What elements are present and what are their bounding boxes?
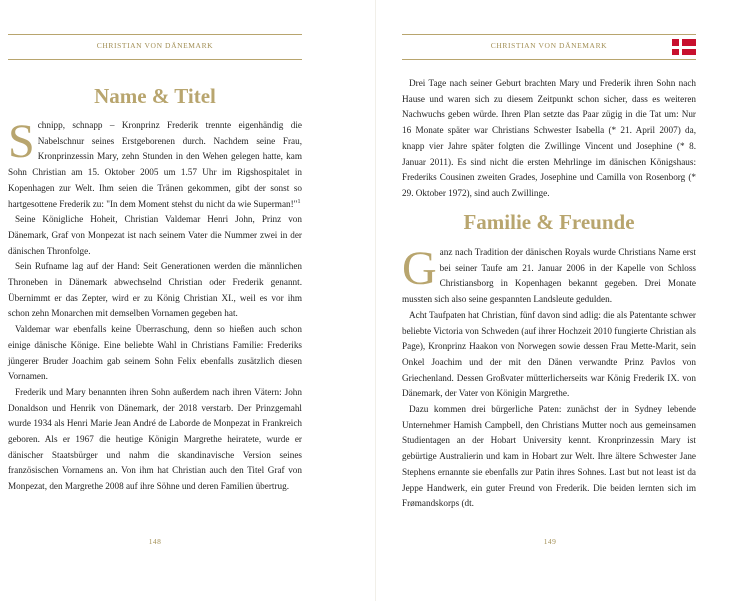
running-header — [8, 34, 302, 60]
paragraph: Sein Rufname lag auf der Hand: Seit Generationen werden die männlichen Throneben in Dänemark abwechselnd Christian oder Frederik genannt. Übernimmt er das Zepter, wird er zu König Christian XI., weil es vor ihm schon zehn Monarchen mit demselben Vornamen gegeben hat. — [8, 261, 302, 319]
page-number: 149 — [543, 537, 557, 546]
body-text — [402, 242, 696, 512]
running-head-text: CHRISTIAN VON DÄNEMARK — [96, 41, 214, 50]
paragraph: Dazu kommen drei bürgerliche Paten: zunächst der in Sydney lebende Unternehmer Hamish Campbell, den Christians Mutter noch aus gemeinsamen Studientagen an der Hobart University kennt. Kronprinzessin Mary ist gebürtige Australierin und kam in Hobart zur Welt. Ihre ältere Schwester Jane Stephens ernannte sie ebenfalls zur Patin ihres Sohnes. Last but not least ist da Jeppe Handwerk, ein guter Freund von Frederik. Die beiden lernten sich im Frømandskorps (dt. — [402, 404, 696, 509]
footnote-mark: 1 — [297, 198, 301, 205]
drop-cap: G — [402, 242, 437, 295]
paragraph: Frederik und Mary benannten ihren Sohn außerdem nach ihren Vätern: John Donaldson und Henrik von Dänemark, der 2018 verstarb. Der Prinzgemahl wurde 1934 als Henri Marie Jean André de Laborde de Monpezat in Frankreich geboren. Als er 1967 die heutige Königin Margrethe heiratete, wurde er dänischer Staatsbürger und nahm die skandinavische Version seines französischen Vornamens an. Von ihm hat Christian auch den Titel Graf von Monpezat, den Margrethe 2008 auf ihre Söhne und deren Familien übertrug. — [8, 386, 302, 492]
drop-cap: S — [8, 115, 35, 168]
paragraph: Valdemar war ebenfalls keine Überraschung, denn so hießen auch schon einige dänische Könige. Eine beliebte Wahl in Christians Familie: Frederiks jüngerer Bruder Joachim gab seinem Sohn Felix ebenfalls zusätzlich diesen Vornamen. — [8, 324, 302, 382]
right-page — [376, 0, 752, 601]
page-number: 148 — [148, 537, 162, 546]
paragraph: Schnipp, schnapp – Kronprinz Frederik trennte eigenhändig die Nabelschnur seines Erstgeborenen durch. Nachdem seine Frau, Kronprinzessin Mary, zehn Stunden in den Wehen gelegen hatte, kam Sohn Christian am 15. Oktober 2005 um 1.57 Uhr im Rigshospitalet in Kopenhagen zur Welt. Ihm seien die Tränen gekommen, gibt der sonst so hartgesottene Frederik zu: "In dem Moment stehst du nicht da wie Superman!"$^1$ — [8, 115, 302, 209]
danish-flag-icon — [672, 39, 696, 55]
paragraph: Drei Tage nach seiner Geburt brachten Mary und Frederik ihren Sohn nach Hause und waren sich zu diesem Zeitpunkt schon sicher, dass es weiteren Nachwuchs geben würde. Ihren Plan setzte das Paar zügig in die Tat um: Nur 16 Monate später war Christians Schwester Isabella (* 21. April 2007) da, knapp vier Jahre später folgten die Zwillinge Vincent und Josephine (* 8. Januar 2011). Es sind nicht die ersten Mehrlinge im dänischen Königshaus: Frederiks Cousinen zweiten Grades, Josephine und Camilla von Rosenborg (* 29. Oktober 1972), sind auch Zwillinge. — [402, 78, 696, 198]
paragraph: Seine Königliche Hoheit, Christian Valdemar Henri John, Prinz von Dänemark, Graf von Monpezat ist nach seinem Vater die Nummer zwei in der dänischen Thronfolge. — [8, 214, 302, 256]
section-heading: Familie & Freunde — [463, 210, 635, 234]
paragraph: Acht Taufpaten hat Christian, fünf davon sind adlig: die als Patentante schwer beliebte Victoria von Schweden (auf ihrer Hochzeit 2010 fungierte Christian als Page), Kronprinz Haakon von Norwegen sowie dessen Frau Mette-Marit, sein Onkel Joachim und der mit den Dänen verwandte Prinz Pavlos von Griechenland. Dessen Großvater mütterlicherseits war König Frederik IX. von Dänemark, der Vater von Königin Margrethe. — [402, 309, 696, 399]
running-header — [402, 34, 696, 60]
running-head-text: CHRISTIAN VON DÄNEMARK — [490, 41, 608, 50]
paragraph: Ganz nach Tradition der dänischen Royals wurde Christians Name erst bei seiner Taufe am 21. Januar 2006 in der Kapelle von Schloss Christiansborg in Kopenhagen bekannt gegeben. Drei Monate mussten sich also seine gespannten Landsleute gedulden. — [402, 242, 696, 305]
chapter-heading: Name & Titel — [94, 84, 216, 108]
body-text — [8, 115, 302, 495]
body-text-intro — [402, 76, 696, 202]
